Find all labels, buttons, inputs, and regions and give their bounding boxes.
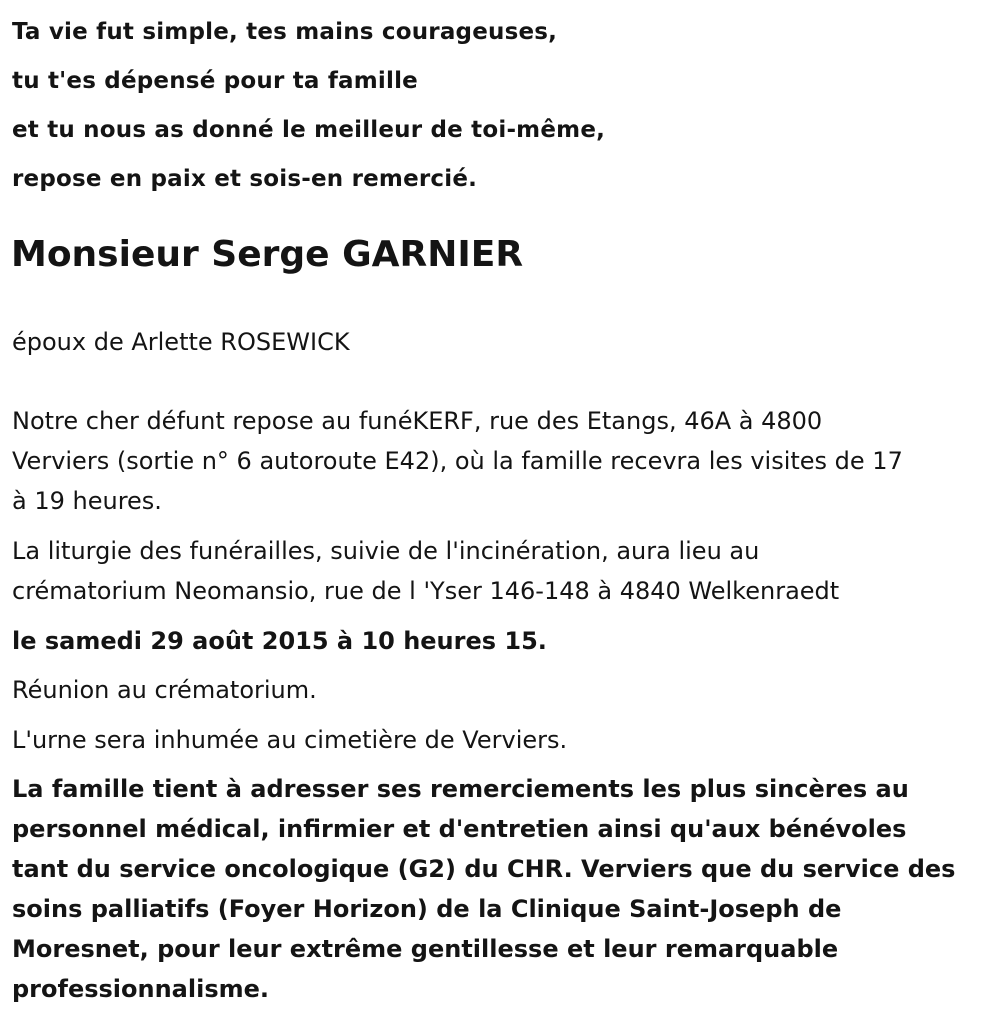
thanks-line: Moresnet, pour leur extrême gentillesse et leur remarquable	[12, 935, 839, 963]
urn-note: L'urne sera inhumée au cimetière de Verviers.	[12, 726, 568, 754]
resting-line: Notre cher défunt repose au funéKERF, rue des Etangs, 46A à 4800	[12, 407, 823, 435]
thanks-paragraph	[12, 769, 987, 1009]
thanks-line: tant du service oncologique (G2) du CHR. Verviers que du service des	[12, 855, 956, 883]
poem-line: et tu nous as donné le meilleur de toi-même,	[12, 117, 606, 143]
resting-place-paragraph	[12, 401, 997, 521]
ceremony-date: le samedi 29 août 2015 à 10 heures 15.	[12, 627, 547, 655]
thanks-line: professionnalisme.	[12, 975, 270, 1003]
meeting-note: Réunion au crématorium.	[12, 676, 317, 704]
thanks-line: La famille tient à adresser ses remerciements les plus sincères au	[12, 775, 909, 803]
poem-line: repose en paix et sois-en remercié.	[12, 166, 478, 192]
liturgy-line: crématorium Neomansio, rue de l 'Yser 146-148 à 4840 Welkenraedt	[12, 577, 840, 605]
poem-line: Ta vie fut simple, tes mains courageuses,	[12, 19, 558, 45]
thanks-line: soins palliatifs (Foyer Horizon) de la Clinique Saint-Joseph de	[12, 895, 842, 923]
liturgy-paragraph	[12, 531, 997, 611]
liturgy-line: La liturgie des funérailles, suivie de l'incinération, aura lieu au	[12, 537, 760, 565]
resting-line: à 19 heures.	[12, 487, 162, 515]
resting-line: Verviers (sortie n° 6 autoroute E42), où la famille recevra les visites de 17	[12, 447, 903, 475]
poem	[12, 8, 605, 204]
spouse-line: époux de Arlette ROSEWICK	[12, 328, 350, 356]
poem-line: tu t'es dépensé pour ta famille	[12, 68, 418, 94]
deceased-name: Monsieur Serge GARNIER	[11, 234, 524, 275]
thanks-line: personnel médical, infirmier et d'entretien ainsi qu'aux bénévoles	[12, 815, 907, 843]
